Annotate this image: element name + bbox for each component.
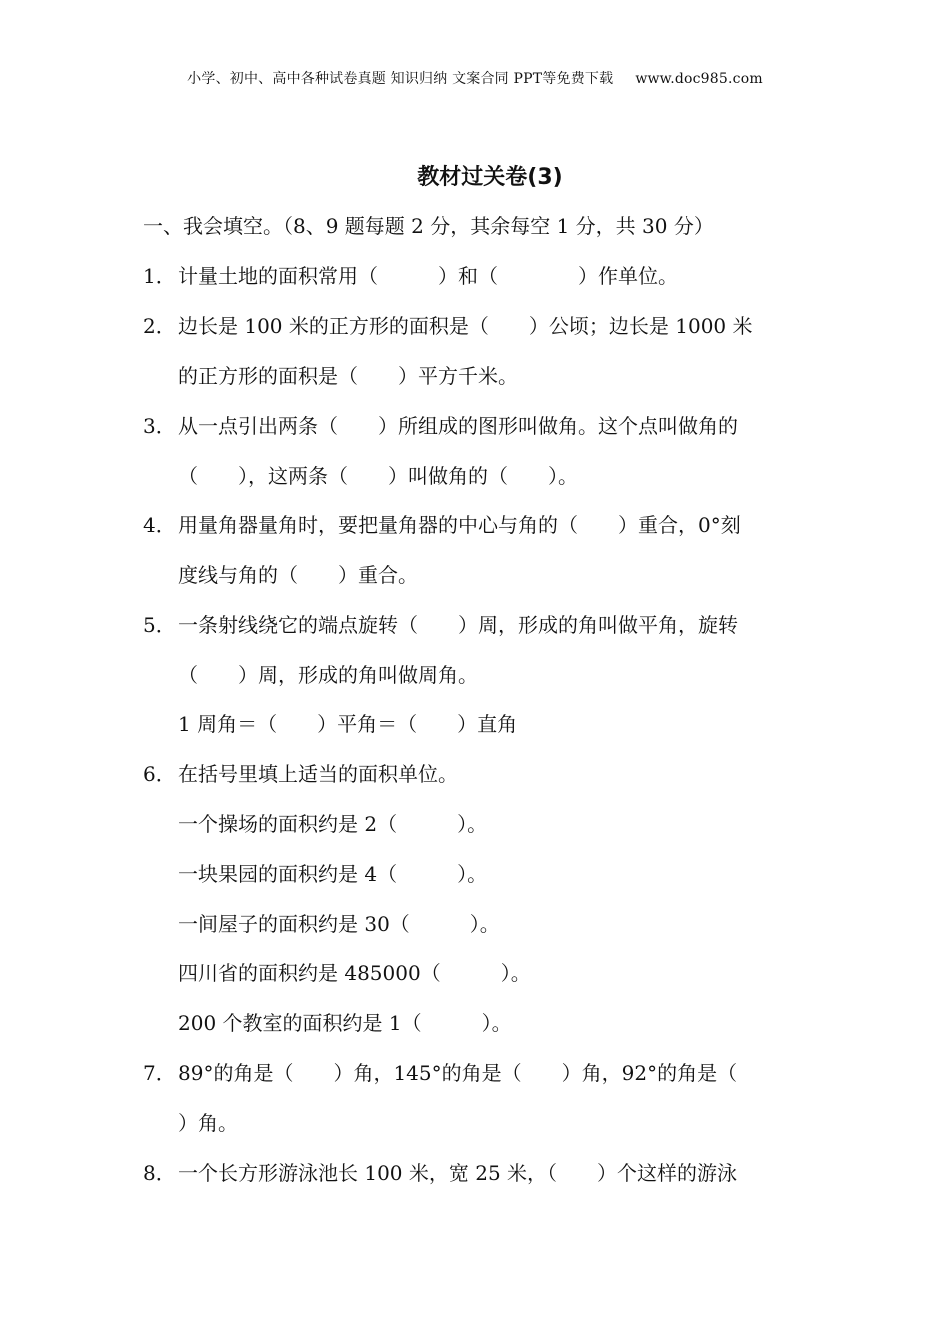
question-5-subline xyxy=(178,709,517,739)
question-6-line xyxy=(143,759,458,789)
question-text: 度线与角的（ ）重合。 xyxy=(178,563,418,587)
question-text: 边长是 100 米的正方形的面积是（ ）公顷；边长是 1000 米 xyxy=(178,314,753,338)
question-number: 2． xyxy=(143,314,176,338)
question-text: 一块果园的面积约是 4（ ）。 xyxy=(178,862,488,886)
question-6-item xyxy=(178,909,500,939)
question-5-line xyxy=(143,610,738,640)
header-site-url: www.doc985.com xyxy=(635,71,763,87)
header-banner-text: 小学、初中、高中各种试卷真题 知识归纳 文案合同 PPT等免费下载 xyxy=(187,71,614,87)
question-6-item xyxy=(178,859,487,889)
question-4-continuation xyxy=(178,560,418,590)
question-8-line xyxy=(143,1158,738,1188)
question-number: 6． xyxy=(143,762,176,786)
question-number: 3． xyxy=(143,414,176,438)
question-text: 用量角器量角时，要把量角器的中心与角的（ ）重合，0°刻 xyxy=(178,513,741,537)
question-text: 的正方形的面积是（ ）平方千米。 xyxy=(178,364,518,388)
question-text: 四川省的面积约是 485000（ ）。 xyxy=(178,961,531,985)
question-text: 89°的角是（ ）角，145°的角是（ ）角，92°的角是（ xyxy=(178,1061,738,1085)
question-text: 200 个教室的面积约是 1（ ）。 xyxy=(178,1011,512,1035)
question-text: ）角。 xyxy=(178,1111,238,1135)
question-number: 5． xyxy=(143,613,176,637)
question-text: （ ）周，形成的角叫做周角。 xyxy=(178,663,478,687)
page-title: 教材过关卷(3) xyxy=(417,165,563,190)
question-6-item xyxy=(178,958,531,988)
question-text: 一个长方形游泳池长 100 米，宽 25 米，（ ）个这样的游泳 xyxy=(178,1161,738,1185)
question-6-item xyxy=(178,809,487,839)
question-text: 一间屋子的面积约是 30（ ）。 xyxy=(178,912,500,936)
question-2-line xyxy=(143,311,753,341)
question-2-continuation xyxy=(178,361,518,391)
question-text: 从一点引出两条（ ）所组成的图形叫做角。这个点叫做角的 xyxy=(178,414,738,438)
question-number: 4． xyxy=(143,513,176,537)
question-text: 一条射线绕它的端点旋转（ ）周，形成的角叫做平角，旋转 xyxy=(178,613,738,637)
question-7-continuation xyxy=(178,1108,238,1138)
header-banner xyxy=(0,68,950,88)
section-heading: 一、我会填空。（8、9 题每题 2 分，其余每空 1 分，共 30 分） xyxy=(143,214,714,238)
question-number: 8． xyxy=(143,1161,176,1185)
question-number: 1． xyxy=(143,264,176,288)
question-text: 1 周角＝（ ）平角＝（ ）直角 xyxy=(178,712,518,736)
question-5-continuation xyxy=(178,660,478,690)
question-text: （ ），这两条（ ）叫做角的（ ）。 xyxy=(178,464,578,488)
question-4-line xyxy=(143,510,741,540)
question-3-continuation xyxy=(178,461,578,491)
question-1-line xyxy=(143,261,678,291)
question-6-item xyxy=(178,1008,512,1038)
question-number: 7． xyxy=(143,1061,176,1085)
question-text: 计量土地的面积常用（ ）和（ ）作单位。 xyxy=(178,264,678,288)
question-text: 一个操场的面积约是 2（ ）。 xyxy=(178,812,488,836)
question-3-line xyxy=(143,411,738,441)
question-text: 在括号里填上适当的面积单位。 xyxy=(178,762,458,786)
question-7-line xyxy=(143,1058,738,1088)
